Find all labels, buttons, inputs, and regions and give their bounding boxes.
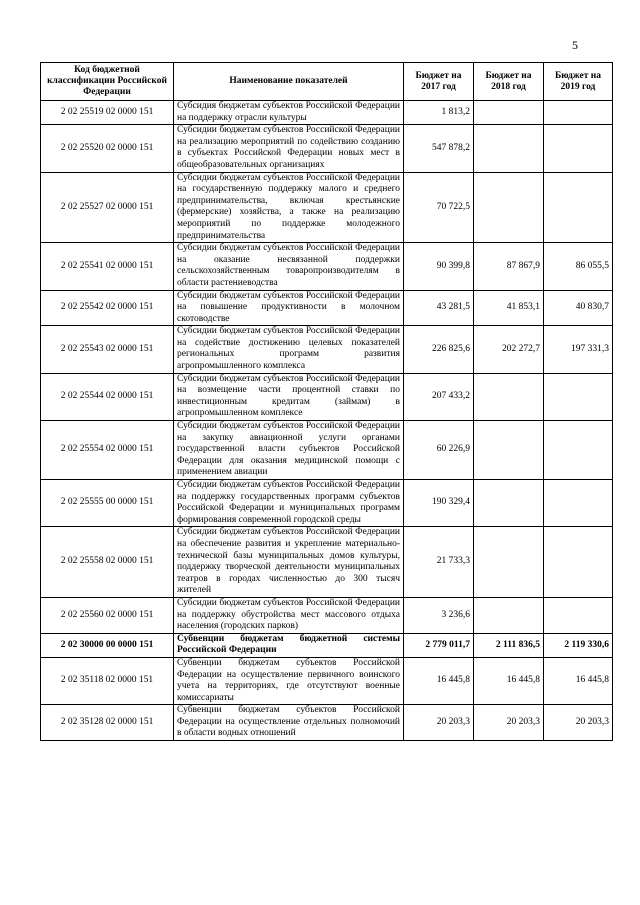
header-2017: Бюджет на 2017 год xyxy=(404,63,474,101)
row-code: 2 02 25555 00 0000 151 xyxy=(41,480,174,527)
row-name: Субсидия бюджетам субъектов Российской Федерации на поддержку отрасли культуры xyxy=(174,101,404,125)
table-row xyxy=(41,657,613,704)
row-budget-2018 xyxy=(474,527,544,598)
row-budget-2019 xyxy=(544,373,613,420)
table-row xyxy=(41,125,613,172)
row-budget-2017: 1 813,2 xyxy=(404,101,474,125)
row-budget-2018: 202 272,7 xyxy=(474,326,544,373)
row-budget-2019: 86 055,5 xyxy=(544,243,613,290)
row-name: Субсидии бюджетам субъектов Российской Федерации на поддержку обустройства мест массового отдыха населения (городских парков) xyxy=(174,597,404,633)
row-budget-2018: 16 445,8 xyxy=(474,657,544,704)
row-name: Субсидии бюджетам субъектов Российской Федерации на оказание несвязанной поддержки сельскохозяйственным товаропроизводителям в области растениеводства xyxy=(174,243,404,290)
row-budget-2017: 70 722,5 xyxy=(404,172,474,243)
row-budget-2017: 2 779 011,7 xyxy=(404,633,474,657)
table-row xyxy=(41,373,613,420)
row-budget-2019: 20 203,3 xyxy=(544,705,613,741)
header-name: Наименование показателей xyxy=(174,63,404,101)
row-code: 2 02 25520 02 0000 151 xyxy=(41,125,174,172)
header-code: Код бюджетной классификации Российской Федерации xyxy=(41,63,174,101)
row-name: Субсидии бюджетам субъектов Российской Федерации на возмещение части процентной ставки по инвестиционным кредитам (займам) в агропромышленном комплексе xyxy=(174,373,404,420)
table-row xyxy=(41,101,613,125)
row-budget-2018: 41 853,1 xyxy=(474,290,544,326)
row-budget-2017: 16 445,8 xyxy=(404,657,474,704)
table-header-row xyxy=(41,63,613,101)
row-budget-2017: 60 226,9 xyxy=(404,421,474,480)
row-name: Субсидии бюджетам субъектов Российской Федерации на закупку авиационной услуги органами государственной власти субъектов Российской Федерации для оказания медицинской помощи с применением авиации xyxy=(174,421,404,480)
row-code: 2 02 25554 02 0000 151 xyxy=(41,421,174,480)
row-budget-2017: 20 203,3 xyxy=(404,705,474,741)
row-code: 2 02 35118 02 0000 151 xyxy=(41,657,174,704)
header-2018: Бюджет на 2018 год xyxy=(474,63,544,101)
row-budget-2017: 207 433,2 xyxy=(404,373,474,420)
row-name: Субвенции бюджетам субъектов Российской Федерации на осуществление первичного воинского учета на территориях, где отсутствуют военные комиссариаты xyxy=(174,657,404,704)
row-budget-2019: 40 830,7 xyxy=(544,290,613,326)
row-name: Субсидии бюджетам субъектов Российской Федерации на содействие достижению целевых показателей региональных программ развития агропромышленного комплекса xyxy=(174,326,404,373)
row-budget-2018 xyxy=(474,125,544,172)
row-budget-2019 xyxy=(544,480,613,527)
table-row xyxy=(41,633,613,657)
row-code: 2 02 25558 02 0000 151 xyxy=(41,527,174,598)
row-code: 2 02 25543 02 0000 151 xyxy=(41,326,174,373)
row-budget-2017: 3 236,6 xyxy=(404,597,474,633)
header-2019: Бюджет на 2019 год xyxy=(544,63,613,101)
row-name: Субсидии бюджетам субъектов Российской Федерации на реализацию мероприятий по содействию созданию в субъектах Российской Федерации новых мест в общеобразовательных организациях xyxy=(174,125,404,172)
row-budget-2019 xyxy=(544,597,613,633)
row-code: 2 02 25560 02 0000 151 xyxy=(41,597,174,633)
row-budget-2018: 2 111 836,5 xyxy=(474,633,544,657)
row-code: 2 02 25542 02 0000 151 xyxy=(41,290,174,326)
table-row xyxy=(41,326,613,373)
row-budget-2018 xyxy=(474,480,544,527)
row-budget-2019 xyxy=(544,125,613,172)
row-budget-2018 xyxy=(474,373,544,420)
table-row xyxy=(41,705,613,741)
table-body xyxy=(41,101,613,741)
table-row xyxy=(41,243,613,290)
row-budget-2019: 197 331,3 xyxy=(544,326,613,373)
row-budget-2017: 226 825,6 xyxy=(404,326,474,373)
row-name: Субвенции бюджетам бюджетной системы Российской Федерации xyxy=(174,633,404,657)
row-budget-2017: 190 329,4 xyxy=(404,480,474,527)
table-row xyxy=(41,172,613,243)
table-row xyxy=(41,480,613,527)
row-name: Субсидии бюджетам субъектов Российской Федерации на обеспечение развития и укрепление материально-технической базы муниципальных домов культуры, поддержку творческой деятельности муниципальных театров в городах численностью до 300 тысяч жителей xyxy=(174,527,404,598)
table-row xyxy=(41,597,613,633)
row-budget-2018 xyxy=(474,172,544,243)
row-budget-2017: 547 878,2 xyxy=(404,125,474,172)
row-budget-2019: 16 445,8 xyxy=(544,657,613,704)
row-code: 2 02 25519 02 0000 151 xyxy=(41,101,174,125)
row-budget-2017: 21 733,3 xyxy=(404,527,474,598)
row-budget-2018: 87 867,9 xyxy=(474,243,544,290)
budget-table xyxy=(40,62,613,741)
row-code: 2 02 25527 02 0000 151 xyxy=(41,172,174,243)
row-budget-2018 xyxy=(474,101,544,125)
row-code: 2 02 25544 02 0000 151 xyxy=(41,373,174,420)
row-budget-2019 xyxy=(544,172,613,243)
table-row xyxy=(41,421,613,480)
row-code: 2 02 35128 02 0000 151 xyxy=(41,705,174,741)
row-budget-2019 xyxy=(544,527,613,598)
table-row xyxy=(41,290,613,326)
row-budget-2017: 43 281,5 xyxy=(404,290,474,326)
row-code: 2 02 30000 00 0000 151 xyxy=(41,633,174,657)
row-budget-2018 xyxy=(474,421,544,480)
row-name: Субсидии бюджетам субъектов Российской Федерации на государственную поддержку малого и среднего предпринимательства, включая крестьянские (фермерские) хозяйства, а также на реализацию мероприятий по поддержке молодежного предпринимательства xyxy=(174,172,404,243)
row-name: Субсидии бюджетам субъектов Российской Федерации на поддержку государственных программ субъектов Российской Федерации и муниципальных программ формирования современной городской среды xyxy=(174,480,404,527)
row-budget-2019 xyxy=(544,421,613,480)
row-code: 2 02 25541 02 0000 151 xyxy=(41,243,174,290)
row-budget-2019: 2 119 330,6 xyxy=(544,633,613,657)
row-name: Субвенции бюджетам субъектов Российской Федерации на осуществление отдельных полномочий в области водных отношений xyxy=(174,705,404,741)
page-number: 5 xyxy=(572,38,578,52)
row-budget-2018 xyxy=(474,597,544,633)
row-budget-2019 xyxy=(544,101,613,125)
row-budget-2017: 90 399,8 xyxy=(404,243,474,290)
table-row xyxy=(41,527,613,598)
row-name: Субсидии бюджетам субъектов Российской Федерации на повышение продуктивности в молочном скотоводстве xyxy=(174,290,404,326)
row-budget-2018: 20 203,3 xyxy=(474,705,544,741)
